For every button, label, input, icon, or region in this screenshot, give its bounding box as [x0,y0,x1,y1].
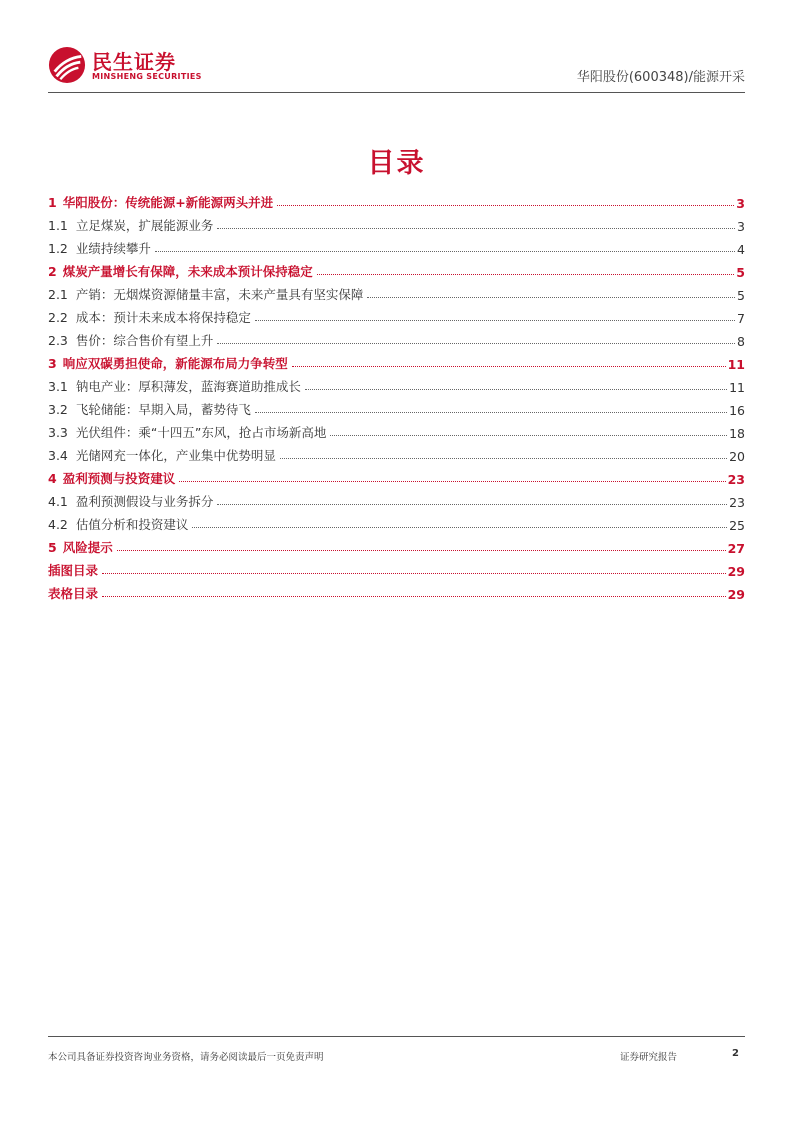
toc-entry-number: 2.1 [48,287,68,302]
toc-entry[interactable] [48,487,745,510]
toc-entry-text: 插图目录 [48,563,99,578]
report-reference: 华阳股份(600348)/能源开采 [576,70,745,85]
toc-entry-title [48,354,290,372]
toc-entry-number: 3.4 [48,448,68,463]
toc-entry-text: 立足煤炭，扩展能源业务 [75,218,214,233]
toc-entry-page: 25 [729,518,745,533]
toc-leader-dots [179,480,725,482]
toc-entry-title [48,285,365,303]
toc-entry-text: 响应双碳勇担使命，新能源布局力争转型 [62,356,288,371]
toc-entry-text: 煤炭产量增长有保障，未来成本预计保持稳定 [62,264,313,279]
toc-leader-dots [292,365,726,367]
toc-entry[interactable] [48,510,745,533]
toc-entry-title [48,262,315,280]
toc-entry-page: 3 [736,196,745,211]
logo-text-cn: 民生证券 [92,50,176,74]
toc-entry-number: 4.1 [48,494,68,509]
toc-leader-dots [102,572,726,574]
toc-leader-dots [255,319,735,321]
toc-entry-title [48,193,275,211]
toc-entry-title [48,423,328,441]
toc-leader-dots [155,250,735,252]
toc-leader-dots [192,526,727,528]
toc-leader-dots [305,388,727,390]
toc-entry-title [48,469,177,487]
toc-entry-title [48,377,303,395]
toc-entry-text: 产销：无烟煤资源储量丰富，未来产量具有坚实保障 [75,287,364,302]
toc-entry[interactable] [48,280,745,303]
toc-leader-dots [277,204,734,206]
toc-entry-number: 4 [48,471,57,486]
toc-entry-page: 11 [727,357,745,372]
toc-entry-number: 3.1 [48,379,68,394]
toc-entry-text: 估值分析和投资建议 [75,517,189,532]
toc-entry-text: 业绩持续攀升 [75,241,151,256]
toc-entry-text: 钠电产业：厚积薄发，蓝海赛道助推成长 [75,379,301,394]
toc-entry[interactable] [48,234,745,257]
header-divider [48,92,745,93]
toc-entry-title [48,584,100,602]
toc-entry-title [48,538,115,556]
toc-entry[interactable] [48,257,745,280]
toc-entry-page: 5 [737,288,745,303]
toc-entry-text: 飞轮储能：早期入局，蓄势待飞 [75,402,251,417]
toc-entry-title [48,239,153,257]
toc-entry-title [48,515,190,533]
toc-entry-text: 风险提示 [62,540,113,555]
toc-entry-page: 11 [729,380,745,395]
toc-entry-text: 光储网充一体化，产业集中优势明显 [75,448,276,463]
toc-entry-title [48,561,100,579]
toc-leader-dots [367,296,735,298]
toc-entry-number: 3 [48,356,57,371]
toc-entry-title [48,216,215,234]
page-number: 2 [732,1048,739,1059]
toc-entry[interactable] [48,533,745,556]
toc-entry-text: 盈利预测假设与业务拆分 [75,494,214,509]
toc-entry-number: 1 [48,195,57,210]
toc-entry-number: 5 [48,540,57,555]
table-of-contents [48,188,745,602]
footer-report-type: 证券研究报告 [620,1052,678,1063]
toc-entry-number: 2 [48,264,57,279]
toc-entry-page: 3 [737,219,745,234]
toc-entry[interactable] [48,579,745,602]
toc-entry-page: 4 [737,242,745,257]
toc-entry[interactable] [48,372,745,395]
toc-entry-title [48,331,215,349]
toc-leader-dots [102,595,726,597]
toc-entry-text: 售价：综合售价有望上升 [75,333,214,348]
toc-entry[interactable] [48,349,745,372]
minsheng-logo-icon [48,46,86,84]
toc-entry-title [48,308,253,326]
toc-leader-dots [255,411,727,413]
toc-entry[interactable] [48,211,745,234]
toc-entry-title [48,446,278,464]
toc-entry-number: 1.2 [48,241,68,256]
toc-leader-dots [217,227,735,229]
toc-entry-page: 23 [727,472,745,487]
toc-entry-page: 16 [729,403,745,418]
toc-entry-number: 1.1 [48,218,68,233]
toc-entry[interactable] [48,326,745,349]
toc-entry-page: 5 [736,265,745,280]
toc-entry-text: 表格目录 [48,586,99,601]
toc-entry-page: 18 [729,426,745,441]
toc-entry-page: 7 [737,311,745,326]
toc-entry[interactable] [48,556,745,579]
toc-entry-page: 8 [737,334,745,349]
toc-entry[interactable] [48,418,745,441]
toc-entry[interactable] [48,303,745,326]
company-logo [48,44,218,88]
toc-entry-page: 20 [729,449,745,464]
toc-entry[interactable] [48,441,745,464]
toc-entry-title [48,492,215,510]
toc-entry-text: 成本：预计未来成本将保持稳定 [75,310,251,325]
toc-leader-dots [217,342,735,344]
toc-entry-number: 4.2 [48,517,68,532]
toc-entry-number: 2.2 [48,310,68,325]
page-header [48,44,745,92]
toc-entry[interactable] [48,464,745,487]
footer-disclaimer: 本公司具备证券投资咨询业务资格，请务必阅读最后一页免责声明 [48,1052,324,1063]
toc-leader-dots [117,549,726,551]
toc-entry-text: 华阳股份：传统能源+新能源两头并进 [62,195,274,210]
toc-entry-page: 29 [727,587,745,602]
toc-entry[interactable] [48,188,745,211]
toc-entry-page: 27 [727,541,745,556]
toc-leader-dots [217,503,727,505]
toc-entry-text: 光伏组件：乘“十四五”东风，抢占市场新高地 [75,425,327,440]
toc-entry-page: 29 [727,564,745,579]
toc-entry-number: 3.2 [48,402,68,417]
toc-entry[interactable] [48,395,745,418]
footer-divider [48,1036,745,1037]
toc-leader-dots [330,434,727,436]
toc-title: 目录 [367,148,426,179]
toc-entry-title [48,400,253,418]
logo-text-en: MINSHENG SECURITIES [92,72,202,81]
toc-entry-page: 23 [729,495,745,510]
toc-leader-dots [317,273,735,275]
toc-entry-number: 2.3 [48,333,68,348]
toc-entry-text: 盈利预测与投资建议 [62,471,176,486]
toc-entry-number: 3.3 [48,425,68,440]
toc-leader-dots [280,457,727,459]
